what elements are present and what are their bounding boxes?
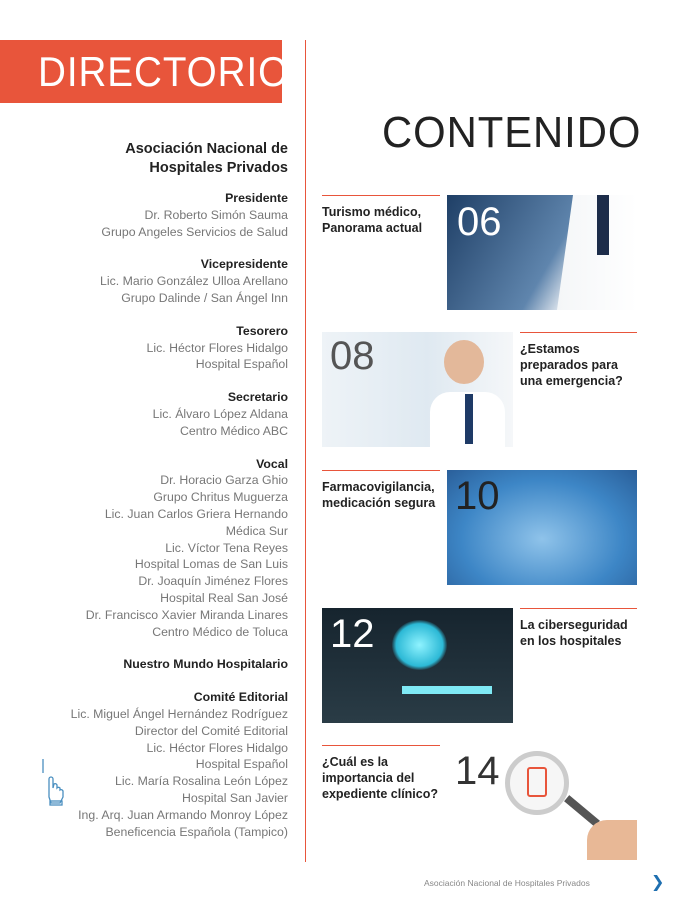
directory-line: Lic. Álvaro López Aldana [152, 406, 288, 421]
directory-line: Hospital Lomas de San Luis [134, 557, 288, 572]
role-heading: Nuestro Mundo Hospitalario [123, 657, 288, 672]
toc-item-12[interactable]: La ciberseguridad en los hospitales [520, 608, 637, 649]
directory-group [71, 323, 288, 373]
directory-line: Lic. Héctor Flores Hidalgo [146, 740, 288, 755]
contenido-title: CONTENIDO [382, 108, 642, 157]
role-heading: Secretario [227, 390, 288, 405]
directory-line: Lic. María Rosalina León López [115, 774, 288, 789]
toc-item-10[interactable]: Farmacovigilancia, medicación segura [322, 470, 440, 511]
page-number: 08 [330, 334, 375, 378]
directory-line: Hospital Español [195, 357, 288, 372]
page-number: 10 [455, 474, 500, 518]
directory-line: Lic. Juan Carlos Griera Hernando [104, 506, 288, 521]
directory-line: Lic. Miguel Ángel Hernández Rodríguez [70, 706, 288, 721]
toc-item-14[interactable]: ¿Cuál es la importancia del expediente clínico? [322, 745, 440, 802]
directory-list [71, 140, 288, 856]
toc-image-14[interactable] [447, 745, 637, 860]
directory-group [71, 456, 288, 641]
toc-item-06[interactable]: Turismo médico, Panorama actual [322, 195, 440, 236]
organization-name: Asociación Nacional de Hospitales Privados [125, 141, 288, 176]
directory-group [71, 256, 288, 306]
directory-line: Lic. Mario González Ulloa Arellano [100, 274, 288, 289]
directory-group [71, 656, 288, 673]
directory-line: Beneficencia Española (Tampico) [105, 824, 288, 839]
directory-group [71, 389, 288, 439]
page-number: 14 [455, 749, 500, 793]
directory-line: Lic. Víctor Tena Reyes [165, 540, 288, 555]
role-heading: Vicepresidente [200, 257, 288, 272]
directory-line: Director del Comité Editorial [134, 723, 288, 738]
page-number: 06 [457, 200, 502, 244]
directory-line: Ing. Arq. Juan Armando Monroy López [78, 807, 288, 822]
directory-line: Dr. Horacio Garza Ghio [160, 473, 288, 488]
directory-group [71, 190, 288, 240]
toc-image-12[interactable] [322, 608, 513, 723]
directory-line: Médica Sur [225, 523, 288, 538]
role-heading: Comité Editorial [193, 690, 288, 705]
toc-image-08[interactable] [322, 332, 513, 447]
directory-line: Dr. Francisco Xavier Miranda Linares [85, 607, 288, 622]
directory-line: Dr. Roberto Simón Sauma [144, 207, 288, 222]
directory-line: Grupo Dalinde / San Ángel Inn [121, 290, 288, 305]
directory-line: Hospital Español [195, 757, 288, 772]
role-heading: Presidente [225, 191, 288, 205]
directory-line: Hospital San Javier [182, 790, 288, 805]
toc-image-06[interactable] [447, 195, 637, 310]
directorio-title: DIRECTORIO [38, 48, 290, 95]
footer-text: Asociación Nacional de Hospitales Privados [424, 878, 590, 888]
page-number: 12 [330, 612, 375, 656]
directory-line: Centro Médico de Toluca [152, 624, 288, 639]
role-heading: Tesorero [236, 323, 288, 338]
directorio-banner [0, 40, 290, 103]
directory-line: Grupo Angeles Servicios de Salud [101, 224, 288, 239]
toc-image-10[interactable] [447, 470, 637, 585]
directory-line: Lic. Héctor Flores Hidalgo [146, 340, 288, 355]
toc-item-08[interactable]: ¿Estamos preparados para una emergencia? [520, 332, 637, 389]
column-divider [305, 40, 306, 862]
role-heading: Vocal [256, 456, 288, 471]
directory-line: Hospital Real San José [160, 590, 288, 605]
pointer-hand-icon [40, 757, 66, 807]
directory-line: Grupo Chritus Muguerza [153, 490, 288, 505]
directory-line: Centro Médico ABC [180, 423, 288, 438]
directory-line: Dr. Joaquín Jiménez Flores [138, 574, 288, 589]
next-page-chevron-icon[interactable]: ❯ [651, 872, 665, 891]
directory-group [71, 689, 288, 840]
